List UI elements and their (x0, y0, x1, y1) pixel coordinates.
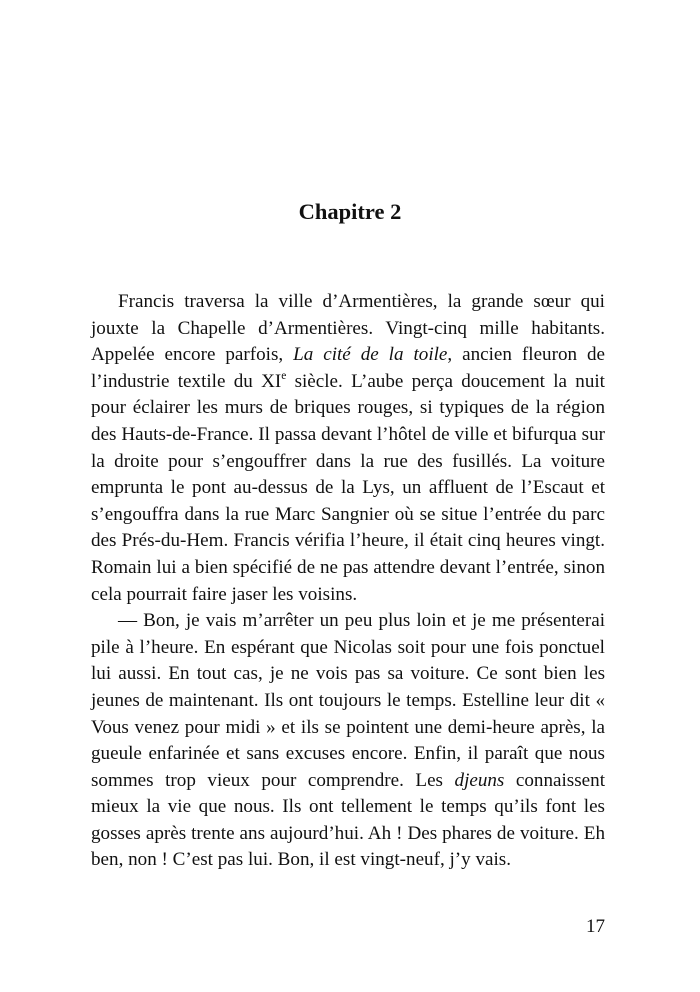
body-text (91, 289, 605, 874)
italic-title-la-cite-de-la-toile: La cité de la toile (293, 344, 448, 366)
paragraph-dialogue (91, 608, 605, 874)
century-superscript: e (281, 369, 287, 382)
page-number: 17 (586, 916, 605, 937)
paragraph-1-text-b: , ancien fleuron de l’industrie textile du XI (91, 344, 605, 392)
paragraph-2-text-a: — Bon, je vais m’arrêter un peu plus loin et je me présenterai pile à l’heure. En espérant que Nicolas soit pour une fois ponctuel lui aussi. En tout cas, je ne vois pas sa voiture. Ce sont bien les jeunes de maintenant. Ils ont toujours le temps. Estelline leur dit « Vous venez pour midi » et ils se pointent une demi-heure après, la gueule enfarinée et sans excuses encore. Enfin, il paraît que nous sommes trop vieux pour comprendre. Les (91, 610, 605, 791)
paragraph-1-text-a: Francis traversa la ville d’Armentières, la grande sœur qui jouxte la Chapelle d’Armentières. Vingt-cinq mille habitants. Appelée encore parfois, (91, 291, 605, 366)
paragraph-2-text-b: connaissent mieux la vie que nous. Ils ont tellement le temps qu’ils font les gosses après trente ans aujourd’hui. Ah ! Des phares de voiture. Eh ben, non ! C’est pas lui. Bon, il est vingt-neuf, j’y vais. (91, 769, 605, 871)
italic-word-djeuns: djeuns (454, 769, 505, 791)
chapter-title: Chapitre 2 (298, 199, 402, 224)
paragraph-narration (91, 289, 605, 608)
paragraph-1-text-c: siècle. L’aube perça doucement la nuit pour éclairer les murs de briques rouges, si typiques de la région des Hauts-de-France. Il passa devant l’hôtel de ville et bifurqua sur la droite pour s’engouffrer dans la rue des fusillés. La voiture emprunta le pont au-dessus de la Lys, un affluent de l’Escaut et s’engouffra dans la rue Marc Sangnier où se situe l’entrée du parc des Prés-du-Hem. Francis vérifia l’heure, il était cinq heures vingt. Romain lui a bien spécifié de ne pas attendre devant l’entrée, sinon cela pourrait faire jaser les voisins. (91, 370, 605, 605)
